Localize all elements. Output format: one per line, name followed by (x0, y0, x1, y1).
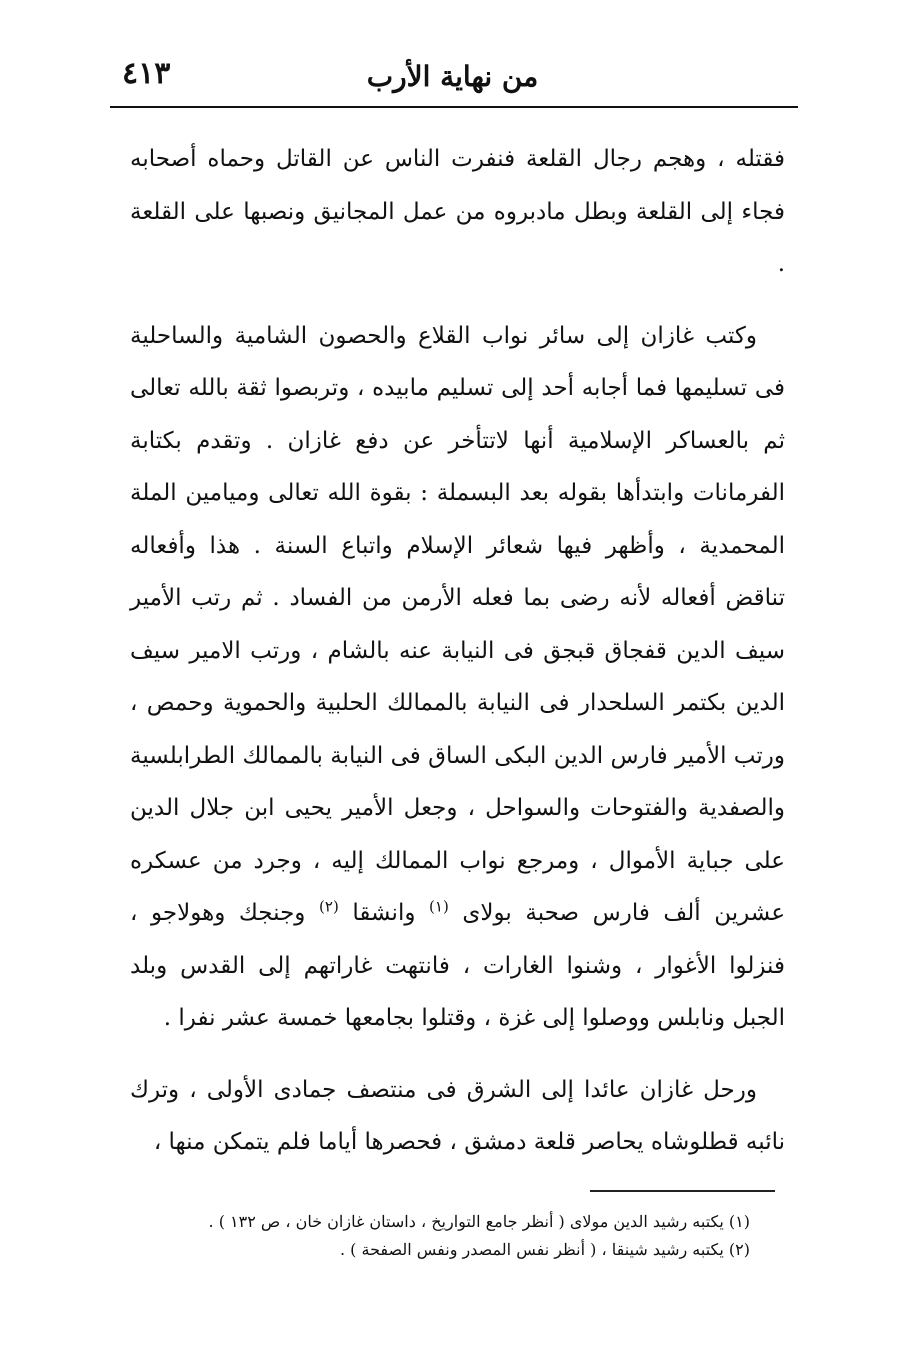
footnote-ref-2: (٢) (319, 897, 339, 916)
paragraph-2-mid: وانشقا (352, 900, 430, 926)
paragraph-2 (130, 310, 785, 1045)
footnote-1: (١) يكتبه رشيد الدين مولاى ( أنظر جامع التواريخ ، داستان غازان خان ، ص ١٣٢ ) . (208, 1212, 750, 1231)
footnote-rule (590, 1190, 775, 1192)
paragraph-2-text: وكتب غازان إلى سائر نواب القلاع والحصون الشامية والساحلية فى تسليمها فما أجابه أحد إلى تسليم مابيده ، وتربصوا ثقة بالله تعالى ثم بالعساكر الإسلامية أنها لاتتأخر عن دفع غازان . وتقدم بكتابة الفرمانات وابتدأها بقوله بعد البسملة : بقوة الله تعالى وميامين الملة المحمدية ، وأظهر فيها شعائر الإسلام واتباع السنة . هذا وأفعاله تناقض أفعاله لأنه رضى بما فعله الأرمن من الفساد . ثم رتب الأمير سيف الدين قفجاق قبجق فى النيابة عنه بالشام ، ورتب الامير سيف الدين بكتمر السلحدار فى النيابة بالممالك الحلبية والحموية وحمص ، ورتب الأمير فارس الدين البكى الساق فى النيابة بالممالك الطرابلسية والصفدية والفتوحات والسواحل ، وجعل الأمير يحيى ابن جلال الدين على جباية الأموال ، ومرجع نواب الممالك إليه ، وجرد من عسكره عشرين ألف فارس صحبة بولاى (130, 322, 786, 926)
paragraph-2-end: وجنجك وهولاجو ، فنزلوا الأغوار ، وشنوا الغارات ، فانتهت غاراتهم إلى القدس وبلد الجبل ونابلس ووصلوا إلى غزة ، وقتلوا بجامعها خمسة عشر نفرا . (130, 900, 785, 1031)
footnote-ref-1: (١) (429, 897, 449, 916)
running-title: من نهاية الأرب (366, 60, 539, 93)
header-rule (110, 106, 798, 108)
page-header (110, 52, 795, 110)
page-number: ٤١٣ (122, 56, 171, 91)
footnote-2: (٢) يكتبه رشيد شينقا ، ( أنظر نفس المصدر ونفس الصفحة ) . (340, 1240, 750, 1259)
footnotes (130, 1208, 750, 1264)
paragraph-1: فقتله ، وهجم رجال القلعة فنفرت الناس عن القاتل وحماه أصحابه فجاء إلى القلعة وبطل مادبروه من عمل المجانيق ونصبها على القلعة . (130, 146, 785, 277)
paragraph-3: ورحل غازان عائدا إلى الشرق فى منتصف جمادى الأولى ، وترك نائبه قطلوشاه يحاصر قلعة دمشق ، فحصرها أياما فلم يتمكن منها ، (130, 1076, 785, 1155)
main-text (130, 133, 785, 1169)
